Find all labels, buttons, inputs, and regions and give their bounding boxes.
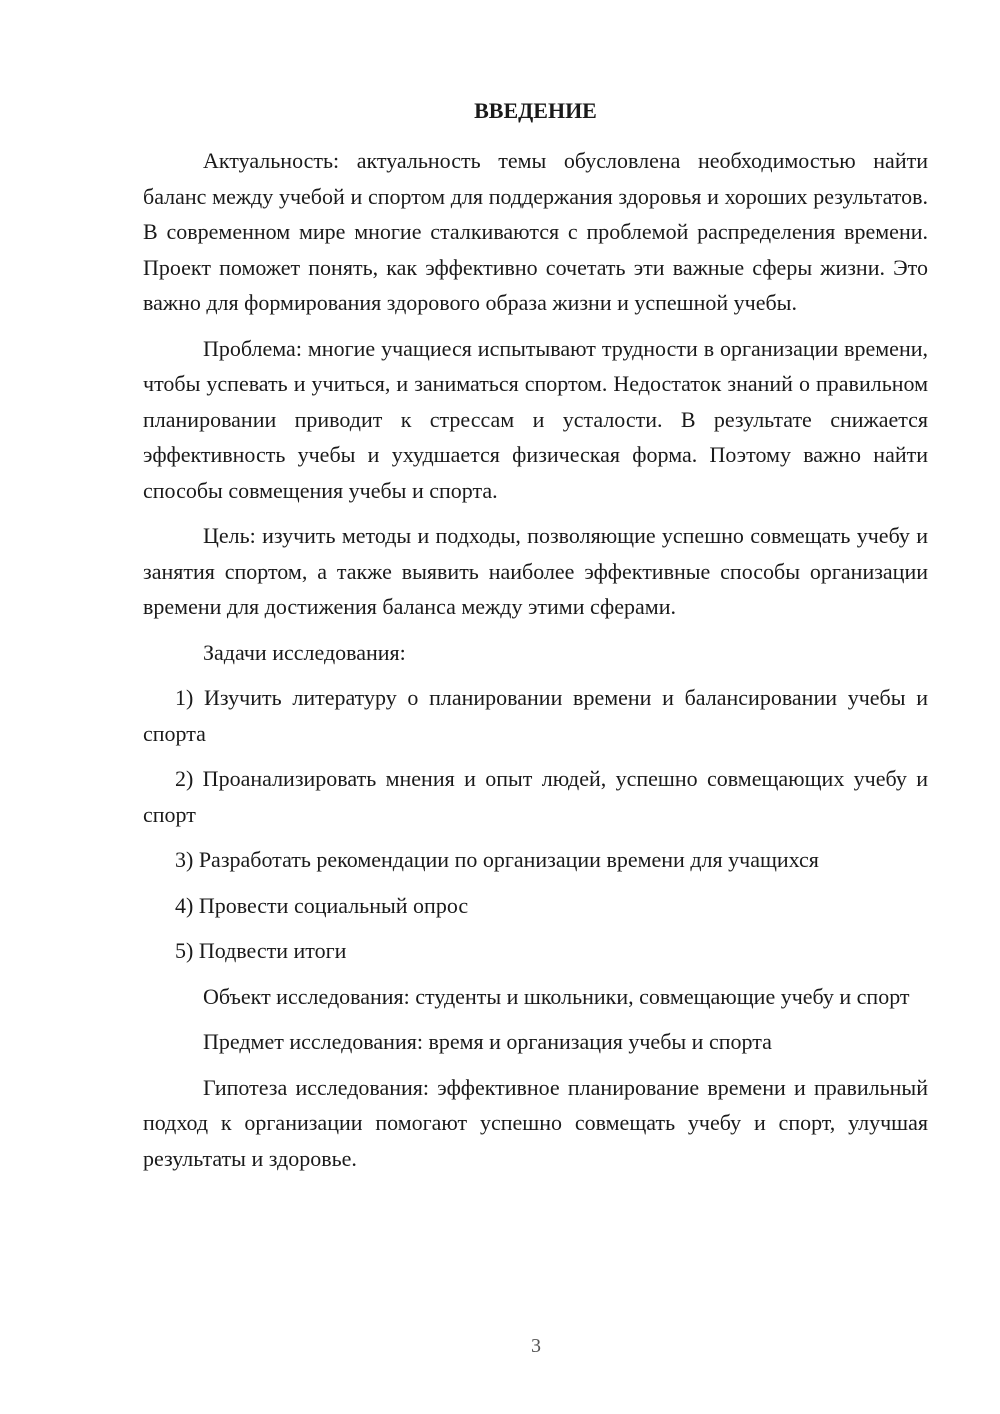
task-item: 5) Подвести итоги	[175, 938, 347, 963]
paragraph-goal: Цель: изучить методы и подходы, позволяющие успешно совмещать учебу и занятия спортом, а также выявить наиболее эффективные способы организации времени для достижения баланса между этими сферами.	[143, 523, 928, 619]
page-title: ВВЕДЕНИЕ	[474, 98, 597, 123]
task-item: 2) Проанализировать мнения и опыт людей, успешно совмещающих учебу и спорт	[143, 766, 928, 827]
tasks-heading: Задачи исследования:	[203, 639, 406, 665]
task-item: 3) Разработать рекомендации по организации времени для учащихся	[175, 847, 819, 872]
paragraph-object: Объект исследования: студенты и школьники, совмещающие учебу и спорт	[203, 983, 910, 1009]
task-item: 1) Изучить литературу о планировании времени и балансировании учебы и спорта	[143, 685, 928, 746]
paragraph-hypothesis: Гипотеза исследования: эффективное планирование времени и правильный подход к организации помогают успешно совмещать учебу и спорт, улучшая результаты и здоровье.	[143, 1074, 928, 1171]
task-item: 4) Провести социальный опрос	[175, 892, 469, 918]
document-body	[143, 143, 928, 1186]
page-number: 3	[531, 1335, 541, 1357]
paragraph-problem: Проблема: многие учащиеся испытывают трудности в организации времени, чтобы успевать и учиться, и заниматься спортом. Недостаток знаний о правильном планировании приводит к стрессам и усталости. В результате снижается эффективность учебы и ухудшается физическая форма. Поэтому важно найти способы совмещения учебы и спорта.	[143, 335, 928, 503]
paragraph-relevance: Актуальность: актуальность темы обусловлена необходимостью найти баланс между учебой и спортом для поддержания здоровья и хороших результатов. В современном мире многие сталкиваются с проблемой распределения времени. Проект поможет понять, как эффективно сочетать эти важные сферы жизни. Это важно для формирования здорового образа жизни и успешной учебы.	[143, 148, 928, 315]
paragraph-subject: Предмет исследования: время и организация учебы и спорта	[203, 1029, 772, 1054]
